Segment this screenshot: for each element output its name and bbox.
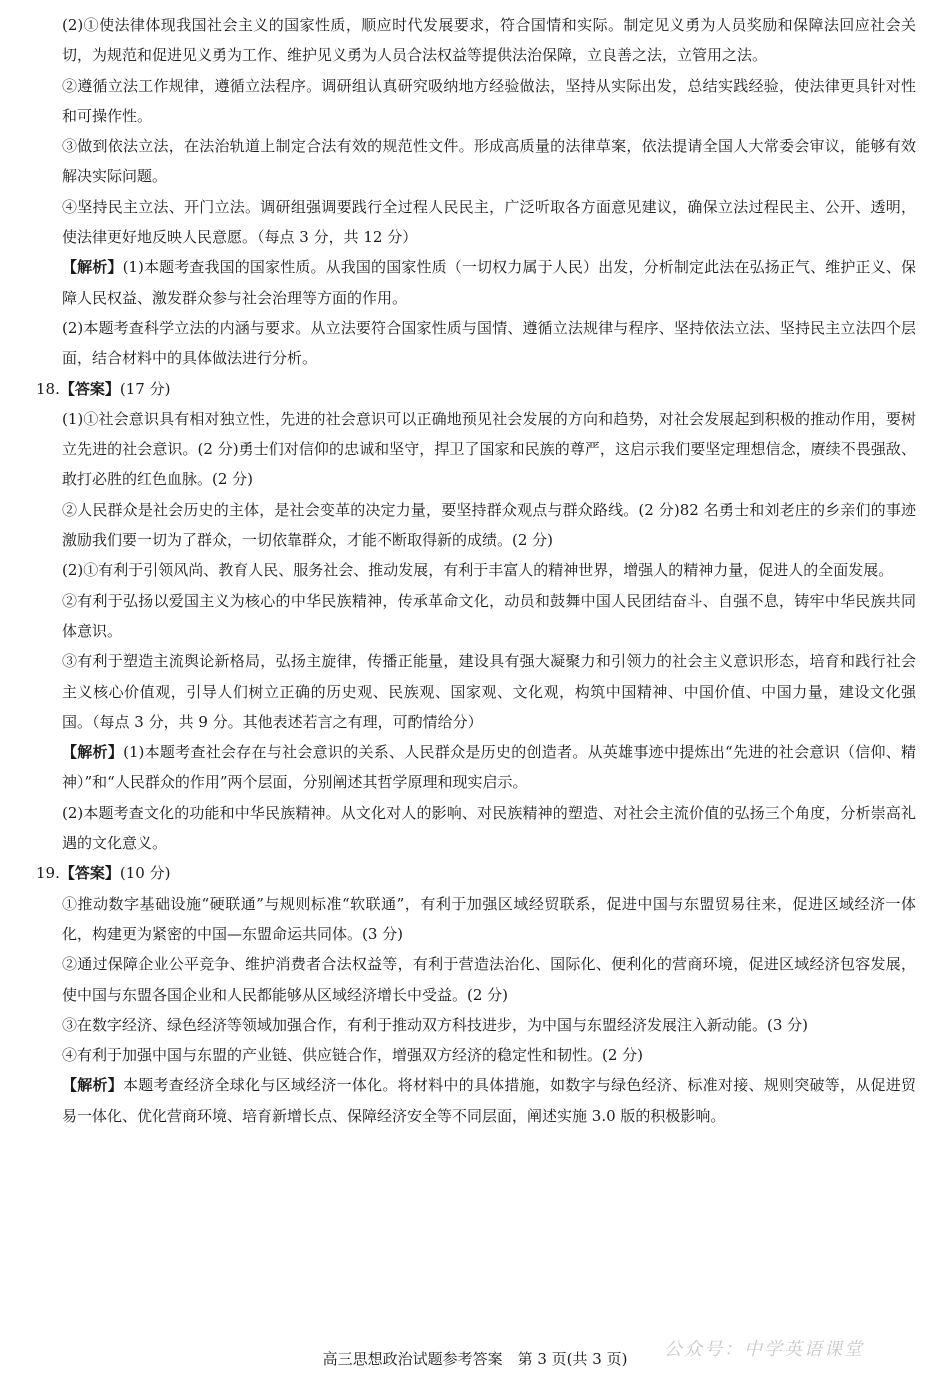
answer-paragraph (36, 252, 916, 313)
paragraph-text: (2)①有利于引领风尚、教育人民、服务社会、推动发展，有利于丰富人的精神世界，增强人的精神力量，促进人的全面发展。 (62, 561, 894, 580)
section-label: 【答案】 (59, 379, 120, 398)
section-label: 【解析】 (62, 743, 124, 762)
paragraph-text: (1)本题考查社会存在与社会意识的关系、人民群众是历史的创造者。从英雄事迹中提炼出“先进的社会意识（信仰、精神）”和“人民群众的作用”两个层面，分别阐述其哲学原理和现实启示。 (62, 743, 916, 792)
answer-paragraph (36, 586, 916, 647)
answer-paragraph (36, 889, 916, 950)
paragraph-text: ③做到依法立法，在法治轨道上制定合法有效的规范性文件。形成高质量的法律草案，依法提请全国人大常委会审议，能够有效解决实际问题。 (62, 137, 916, 186)
question-number: 18. (36, 379, 60, 398)
paragraph-text: ②有利于弘扬以爱国主义为核心的中华民族精神，传承革命文化，动员和鼓舞中国人民团结奋斗、自强不息，铸牢中华民族共同体意识。 (62, 591, 916, 640)
paragraph-text: (10 分) (119, 864, 171, 883)
paragraph-text: ①推动数字基础设施“硬联通”与规则标准“软联通”，有利于加强区域经贸联系，促进中国与东盟贸易往来，促进区域经济一体化，构建更为紧密的中国—东盟命运共同体。(3 分) (62, 894, 916, 943)
answer-paragraph (36, 495, 916, 556)
answer-paragraph (36, 555, 916, 585)
paragraph-text: ②人民群众是社会历史的主体，是社会变革的决定力量，要坚持群众观点与群众路线。(2 分)82 名勇士和刘老庄的乡亲们的事迹激励我们要一切为了群众，一切依靠群众，才能不断取得新的成绩。(2 分) (62, 500, 916, 550)
answer-content (36, 10, 916, 1131)
answer-paragraph (36, 798, 916, 859)
section-label: 【解析】 (62, 258, 123, 277)
answer-paragraph (36, 313, 916, 374)
answer-paragraph (36, 10, 916, 71)
paragraph-text: (17 分) (119, 379, 171, 398)
paragraph-text: (2)本题考查科学立法的内涵与要求。从立法要符合国家性质与国情、遵循立法规律与程序、坚持依法立法、坚持民主立法四个层面，结合材料中的具体做法进行分析。 (62, 318, 916, 368)
answer-paragraph (36, 192, 916, 253)
watermark-text: 公众号：中学英语课堂 (664, 1339, 864, 1360)
answer-paragraph (36, 1070, 916, 1131)
question-heading (36, 374, 916, 404)
answer-paragraph (36, 131, 916, 192)
question-number: 19. (36, 864, 60, 883)
answer-paragraph (36, 1010, 916, 1040)
paragraph-text: ②通过保障企业公平竞争、维护消费者合法权益等，有利于营造法治化、国际化、便利化的营商环境，促进区域经济包容发展，使中国与东盟各国企业和人民都能够从区域经济增长中受益。(2 分) (62, 955, 916, 1004)
answer-paragraph (36, 646, 916, 737)
paragraph-text: (2)①使法律体现我国社会主义的国家性质，顺应时代发展要求，符合国情和实际。制定见义勇为人员奖励和保障法回应社会关切，为规范和促进见义勇为工作、维护见义勇为人员合法权益等提供法治保障，立良善之法，立管用之法。 (62, 16, 916, 65)
paragraph-text: ③有利于塑造主流舆论新格局，弘扬主旋律，传播正能量，建设具有强大凝聚力和引领力的社会主义意识形态，培育和践行社会主义核心价值观，引导人们树立正确的历史观、民族观、国家观、文化观，构筑中国精神、中国价值、中国力量，建设文化强国。（每点 3 分，共 9 分。其他表述若言之有理，可酌情给分） (62, 652, 916, 731)
answer-paragraph (36, 737, 916, 798)
answer-paragraph (36, 1040, 916, 1070)
answer-paragraph (36, 404, 916, 495)
page-footer: 高三思想政治试题参考答案 第 3 页(共 3 页) (322, 1350, 628, 1368)
answer-paragraph (36, 949, 916, 1010)
answer-paragraph (36, 71, 916, 132)
paragraph-text: (1)①社会意识具有相对独立性，先进的社会意识可以正确地预见社会发展的方向和趋势，对社会发展起到积极的推动作用，要树立先进的社会意识。(2 分)勇士们对信仰的忠诚和坚守，捍卫了国家和民族的尊严，这启示我们要坚定理想信念，赓续不畏强敌、敢打必胜的红色血脉。(2 分) (62, 409, 916, 489)
paragraph-text: (2)本题考查文化的功能和中华民族精神。从文化对人的影响、对民族精神的塑造、对社会主流价值的弘扬三个角度，分析崇高礼遇的文化意义。 (62, 803, 916, 853)
section-label: 【答案】 (59, 864, 120, 883)
question-heading (36, 858, 916, 888)
paragraph-text: ④有利于加强中国与东盟的产业链、供应链合作，增强双方经济的稳定性和韧性。(2 分) (62, 1046, 644, 1065)
paragraph-text: ④坚持民主立法、开门立法。调研组强调要践行全过程人民民主，广泛听取各方面意见建议，确保立法过程民主、公开、透明，使法律更好地反映人民意愿。（每点 3 分，共 12 分） (62, 197, 916, 247)
section-label: 【解析】 (62, 1076, 124, 1095)
paragraph-text: ②遵循立法工作规律，遵循立法程序。调研组认真研究吸纳地方经验做法，坚持从实际出发，总结实践经验，使法律更具针对性和可操作性。 (62, 76, 916, 125)
paragraph-text: ③在数字经济、绿色经济等领域加强合作，有利于推动双方科技进步，为中国与东盟经济发展注入新动能。(3 分) (62, 1015, 809, 1034)
paragraph-text: 本题考查经济全球化与区域经济一体化。将材料中的具体措施，如数字与绿色经济、标准对接、规则突破等，从促进贸易一体化、优化营商环境、培育新增长点、保障经济安全等不同层面，阐述实施 3.0 版的积极影响。 (62, 1076, 916, 1125)
paragraph-text: (1)本题考查我国的国家性质。从我国的国家性质（一切权力属于人民）出发，分析制定此法在弘扬正气、维护正义、保障人民权益、激发群众参与社会治理等方面的作用。 (62, 258, 916, 307)
